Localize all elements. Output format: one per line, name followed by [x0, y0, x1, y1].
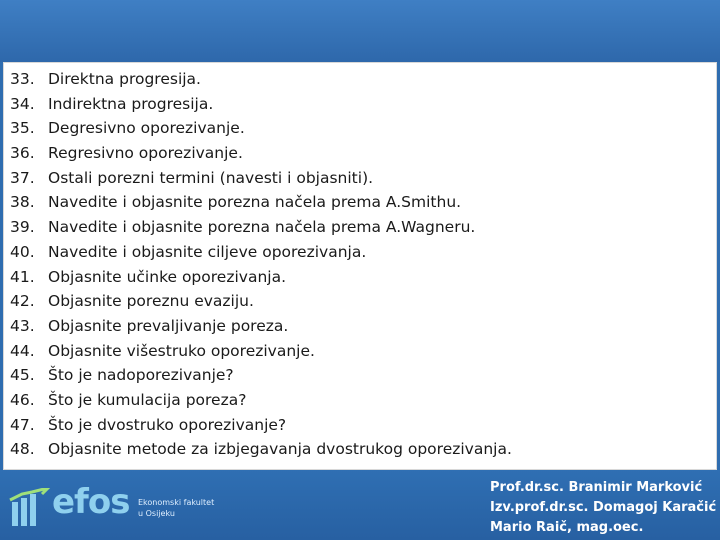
logo-subtitle-line: Ekonomski fakultet [138, 498, 215, 507]
list-item [10, 92, 512, 117]
list-item [10, 190, 512, 215]
title-bar [0, 0, 720, 62]
item-text: Direktna progresija. [48, 70, 201, 88]
question-list [10, 67, 512, 462]
item-text: Objasnite metode za izbjegavanja dvostrukog oporezivanja. [48, 440, 512, 459]
item-text: Indirektna progresija. [48, 94, 214, 113]
list-item [10, 141, 512, 166]
logo-subtitle [138, 497, 228, 519]
author-name: Izv.prof.dr.sc. Domagoj Karačić [490, 500, 717, 515]
list-item [10, 166, 512, 191]
item-text: Objasnite prevaljivanje poreza. [48, 316, 289, 335]
item-number: 44. [10, 341, 35, 360]
footer [0, 470, 720, 540]
item-number: 35. [10, 119, 35, 138]
item-text: Navedite i objasnite porezna načela prema A.Smithu. [48, 193, 462, 212]
item-text: Navedite i objasnite porezna načela prema A.Wagneru. [48, 218, 476, 237]
item-text: Navedite i objasnite ciljeve oporezivanja. [48, 242, 367, 261]
list-item [10, 314, 512, 339]
list-item [10, 289, 512, 314]
item-text: Što je dvostruko oporezivanje? [48, 415, 287, 434]
list-item [10, 339, 512, 364]
item-number: 38. [10, 193, 35, 212]
list-item [10, 388, 512, 413]
item-number: 48. [10, 440, 35, 459]
list-item [10, 437, 512, 462]
logo-bars-icon [8, 488, 52, 528]
item-number: 43. [10, 316, 35, 335]
item-text: Što je kumulacija poreza? [48, 390, 247, 409]
author-name: Mario Raič, mag.oec. [490, 520, 644, 535]
item-number: 46. [10, 390, 35, 409]
item-text: Regresivno oporezivanje. [48, 144, 243, 163]
list-item [10, 413, 512, 438]
author-name: Prof.dr.sc. Branimir Marković [490, 480, 703, 495]
item-number: 36. [10, 144, 35, 163]
list-item [10, 240, 512, 265]
list-item [10, 363, 512, 388]
item-text: Objasnite višestruko oporezivanje. [48, 341, 315, 360]
list-item [10, 116, 512, 141]
item-text: Degresivno oporezivanje. [48, 119, 245, 138]
item-number: 45. [10, 366, 35, 385]
slide-content [3, 62, 717, 470]
item-number: 41. [10, 267, 35, 286]
item-text: Objasnite učinke oporezivanja. [48, 267, 286, 286]
item-number: 34. [10, 94, 35, 113]
item-number: 40. [10, 242, 35, 261]
list-item [10, 215, 512, 240]
item-number: 37. [10, 168, 35, 187]
item-text: Ostali porezni termini (navesti i objasniti). [48, 168, 374, 187]
list-item [10, 265, 512, 290]
list-item [10, 67, 512, 92]
item-number: 39. [10, 218, 35, 237]
item-text: Što je nadoporezivanje? [48, 366, 234, 385]
item-text: Objasnite poreznu evaziju. [48, 292, 254, 311]
author-list [490, 478, 716, 538]
logo-subtitle-line: u Osijeku [138, 509, 175, 518]
efos-logo [8, 482, 215, 528]
item-number: 42. [10, 292, 35, 311]
item-number: 47. [10, 415, 35, 434]
item-number: 33. [10, 70, 35, 88]
logo-wordmark: efos [52, 482, 130, 522]
